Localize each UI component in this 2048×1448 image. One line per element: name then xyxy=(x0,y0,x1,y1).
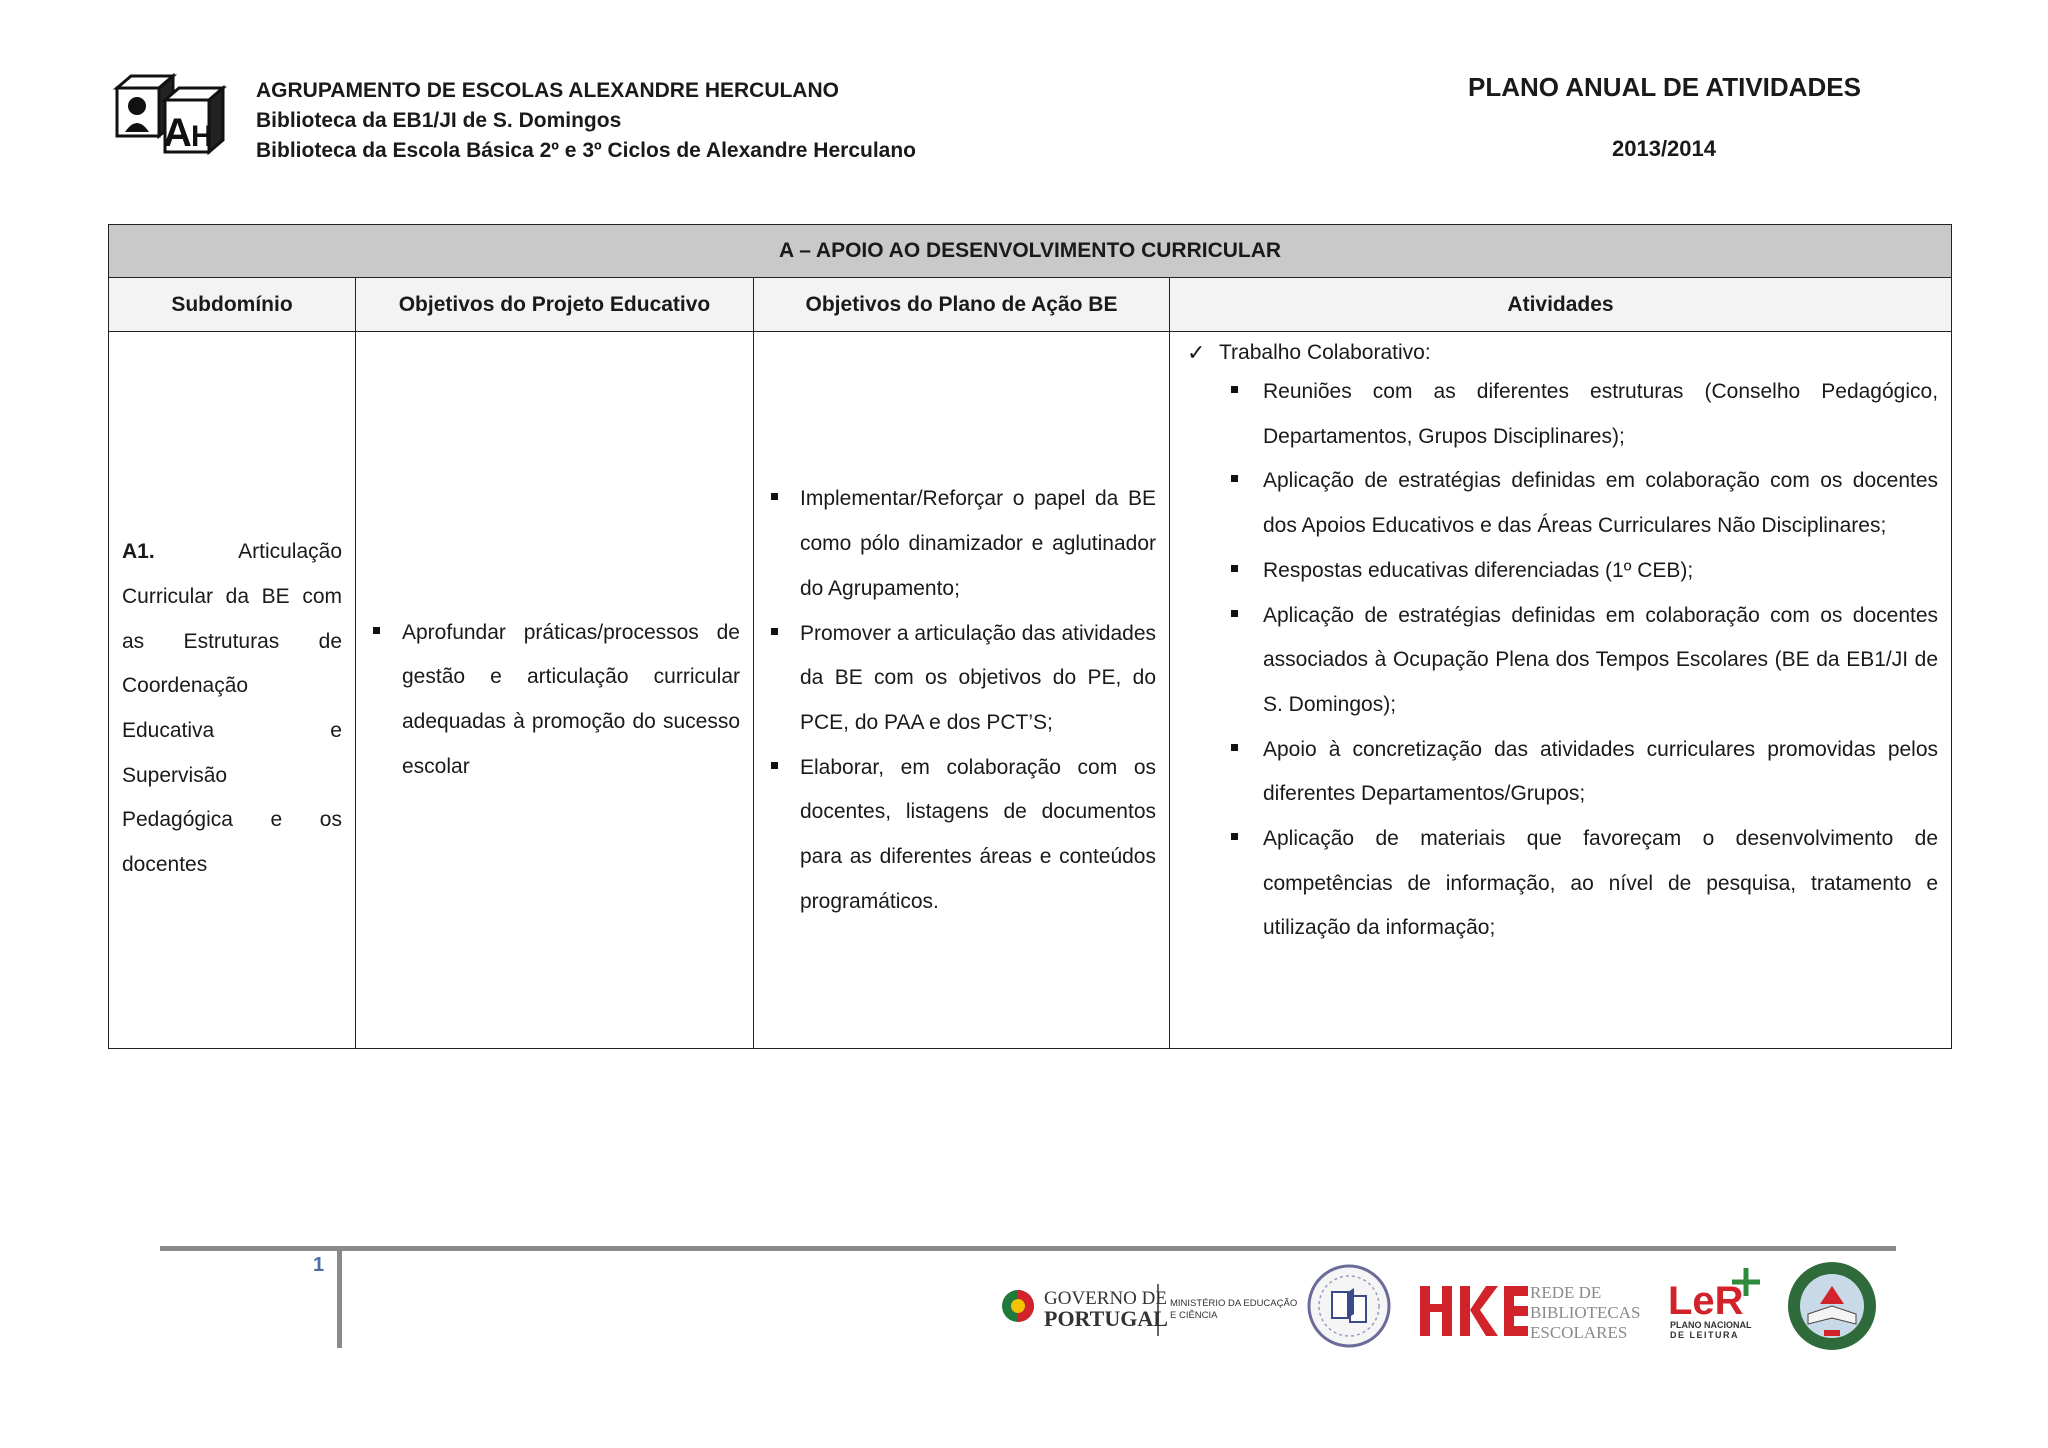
be-objective-item: Implementar/Reforçar o papel da BE como pólo dinamizador e aglutinador do Agrupamento; xyxy=(767,477,1156,611)
be-objectives-cell xyxy=(754,332,1170,1049)
activities-table xyxy=(108,224,1952,1049)
pe-objective-item: Aprofundar práticas/processos de gestão e articulação curricular adequadas à promoção do sucesso escolar xyxy=(369,611,740,790)
column-header-be-objectives: Objetivos do Plano de Ação BE xyxy=(754,278,1170,332)
column-header-pe-objectives: Objetivos do Projeto Educativo xyxy=(356,278,754,332)
activity-item: Aplicação de materiais que favoreçam o desenvolvimento de competências de informação, ao nível de pesquisa, tratamento e utilização da informação; xyxy=(1227,817,1938,951)
subdomain-cell xyxy=(109,332,356,1049)
rbe-line-2: BIBLIOTECAS xyxy=(1530,1303,1641,1322)
agrupamento-seal-logo xyxy=(1304,1258,1394,1354)
rbe-line-3: ESCOLARES xyxy=(1530,1323,1628,1342)
biblioteca-seal-logo xyxy=(1784,1258,1880,1354)
ministry-line-2: E CIÊNCIA xyxy=(1170,1310,1218,1321)
plan-year: 2013/2014 xyxy=(1612,136,1716,161)
subdomain-code: A1. xyxy=(122,540,155,564)
library-name-1: Biblioteca da EB1/JI de S. Domingos xyxy=(256,109,622,132)
activity-item: Aplicação de estratégias definidas em colaboração com os docentes associados à Ocupação Plena dos Tempos Escolares (BE da EB1/JI de S. Domingos); xyxy=(1227,594,1938,728)
activities-cell xyxy=(1170,332,1952,1049)
column-header-activities: Atividades xyxy=(1170,278,1952,332)
subdomain-text: Articulação Curricular da BE com as Estruturas de Coordenação Educativa e Supervisão Pedagógica e os docentes xyxy=(122,540,342,877)
organization-block xyxy=(256,76,916,166)
activity-item: Apoio à concretização das atividades curriculares promovidas pelos diferentes Departamentos/Grupos; xyxy=(1227,728,1938,817)
table-row xyxy=(109,332,1952,1049)
activity-item: Respostas educativas diferenciadas (1º CEB); xyxy=(1227,549,1938,594)
pe-objectives-cell xyxy=(356,332,754,1049)
rbe-line-1: REDE DE xyxy=(1530,1283,1602,1302)
activities-heading-item xyxy=(1183,336,1938,370)
plan-title: PLANO ANUAL DE ATIVIDADES xyxy=(1468,72,1861,102)
library-name-2: Biblioteca da Escola Básica 2º e 3º Ciclos de Alexandre Herculano xyxy=(256,139,916,162)
ler-plano-nacional-leitura-logo xyxy=(1664,1258,1774,1354)
governo-portugal-logo xyxy=(1000,1258,1298,1354)
footer-rule xyxy=(160,1246,1896,1251)
pnl-line-1: PLANO NACIONAL xyxy=(1670,1320,1752,1330)
rede-bibliotecas-escolares-logo xyxy=(1418,1258,1648,1354)
activity-item: Aplicação de estratégias definidas em colaboração com os docentes dos Apoios Educativos e das Áreas Curriculares Não Disciplinares; xyxy=(1227,459,1938,548)
footer-vertical-rule xyxy=(337,1250,342,1348)
gov-line-1: GOVERNO DE xyxy=(1044,1288,1167,1309)
svg-text:A: A xyxy=(163,111,192,155)
organization-name: AGRUPAMENTO DE ESCOLAS ALEXANDRE HERCULANO xyxy=(256,79,839,102)
school-logo xyxy=(113,70,231,156)
svg-text:H: H xyxy=(191,120,213,153)
be-objective-item: Elaborar, em colaboração com os docentes, listagens de documentos para as diferentes áreas e conteúdos programáticos. xyxy=(767,746,1156,925)
section-header-row xyxy=(109,225,1952,278)
ler-text: LeR xyxy=(1668,1279,1744,1323)
gov-line-2: PORTUGAL xyxy=(1044,1306,1168,1331)
activity-item: Reuniões com as diferentes estruturas (Conselho Pedagógico, Departamentos, Grupos Disciplinares); xyxy=(1227,370,1938,459)
page-number: 1 xyxy=(313,1254,325,1276)
ministry-line-1: MINISTÉRIO DA EDUCAÇÃO xyxy=(1170,1298,1298,1309)
pnl-line-2: DE LEITURA xyxy=(1670,1330,1739,1340)
section-title: A – APOIO AO DESENVOLVIMENTO CURRICULAR xyxy=(109,225,1952,278)
column-header-subdominio: Subdomínio xyxy=(109,278,356,332)
column-header-row xyxy=(109,278,1952,332)
activities-heading: Trabalho Colaborativo: xyxy=(1219,341,1431,364)
be-objective-item: Promover a articulação das atividades da BE com os objetivos do PE, do PCE, do PAA e dos PCT’S; xyxy=(767,612,1156,746)
checkmark-icon: ✓ xyxy=(1187,340,1206,365)
